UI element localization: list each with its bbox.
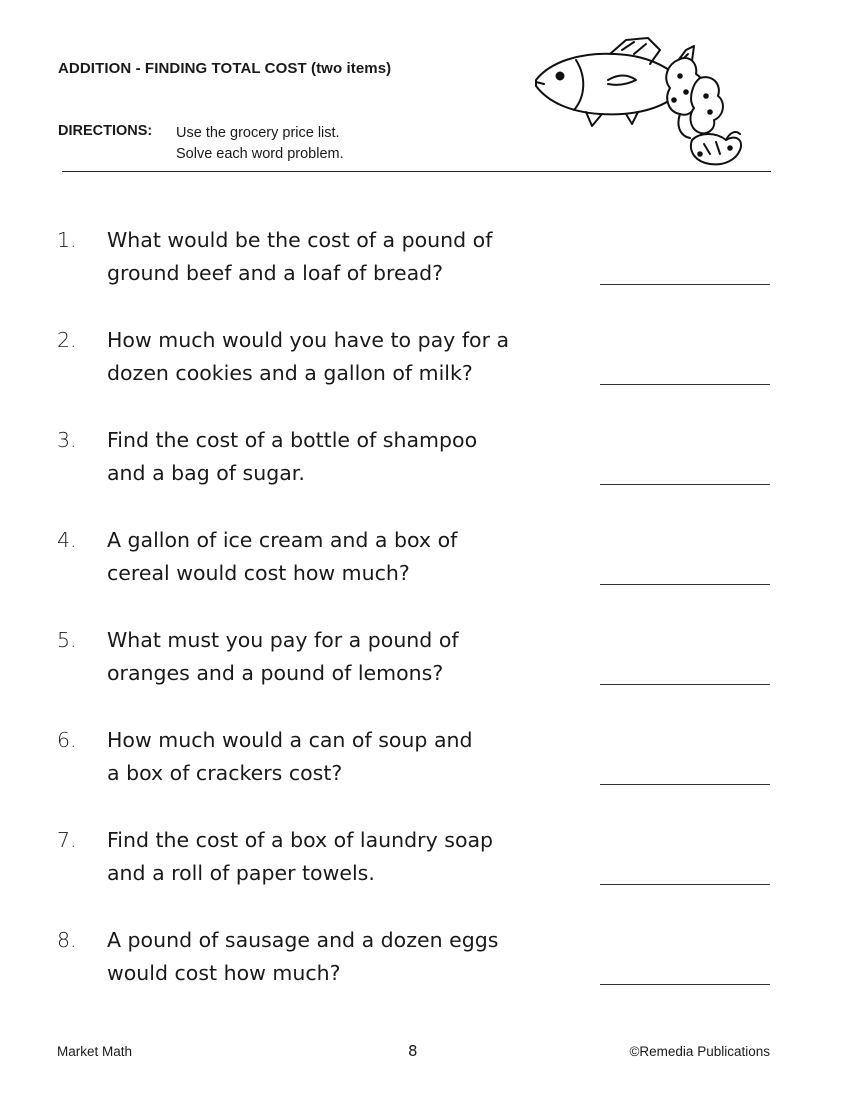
problem-line: How much would you have to pay for a xyxy=(107,328,510,352)
problem-line: ground beef and a loaf of bread? xyxy=(107,261,444,285)
problem-line: What would be the cost of a pound of xyxy=(107,228,493,252)
answer-blank[interactable] xyxy=(600,784,770,785)
problem-line: would cost how much? xyxy=(107,961,341,985)
problem-number: 1. xyxy=(57,228,77,252)
problem-item xyxy=(0,424,850,504)
footer-book-title: Market Math xyxy=(57,1044,133,1059)
problem-question xyxy=(107,224,577,290)
problem-number: 8. xyxy=(57,928,77,952)
problem-number: 3. xyxy=(57,428,77,452)
directions-line: Solve each word problem. xyxy=(176,146,344,162)
answer-blank[interactable] xyxy=(600,884,770,885)
problem-item xyxy=(0,724,850,804)
problem-line: A pound of sausage and a dozen eggs xyxy=(107,928,499,952)
answer-blank[interactable] xyxy=(600,484,770,485)
answer-blank[interactable] xyxy=(600,384,770,385)
fish-and-shrimp-illustration xyxy=(530,36,755,176)
problem-question xyxy=(107,924,577,990)
problem-item xyxy=(0,324,850,404)
problem-line: Find the cost of a box of laundry soap xyxy=(107,828,494,852)
header-divider xyxy=(62,171,771,172)
footer-copyright: ©Remedia Publications xyxy=(629,1044,770,1059)
problem-question xyxy=(107,524,577,590)
problem-line: oranges and a pound of lemons? xyxy=(107,661,444,685)
problem-question xyxy=(107,424,577,490)
problem-line: dozen cookies and a gallon of milk? xyxy=(107,361,473,385)
answer-blank[interactable] xyxy=(600,684,770,685)
problem-line: A gallon of ice cream and a box of xyxy=(107,528,458,552)
problem-number: 5. xyxy=(57,628,77,652)
problem-item xyxy=(0,224,850,304)
problem-number: 2. xyxy=(57,328,77,352)
answer-blank[interactable] xyxy=(600,584,770,585)
problem-item xyxy=(0,624,850,704)
problem-number: 4. xyxy=(57,528,77,552)
problem-line: and a bag of sugar. xyxy=(107,461,305,485)
directions-label: DIRECTIONS: xyxy=(58,123,153,139)
problem-line: How much would a can of soup and xyxy=(107,728,473,752)
problem-number: 7. xyxy=(57,828,77,852)
answer-blank[interactable] xyxy=(600,984,770,985)
problem-number: 6. xyxy=(57,728,77,752)
problem-question xyxy=(107,824,577,890)
page-number: 8 xyxy=(408,1042,418,1060)
problem-question xyxy=(107,624,577,690)
page-title: ADDITION - FINDING TOTAL COST (two items) xyxy=(58,60,392,77)
problem-line: and a roll of paper towels. xyxy=(107,861,375,885)
problem-item xyxy=(0,824,850,904)
problem-item xyxy=(0,924,850,1004)
problem-question xyxy=(107,724,577,790)
problem-line: a box of crackers cost? xyxy=(107,761,343,785)
directions-text xyxy=(176,123,344,165)
problem-line: Find the cost of a bottle of shampoo xyxy=(107,428,478,452)
problem-item xyxy=(0,524,850,604)
problem-line: What must you pay for a pound of xyxy=(107,628,459,652)
problem-question xyxy=(107,324,577,390)
directions-line: Use the grocery price list. xyxy=(176,125,340,141)
answer-blank[interactable] xyxy=(600,284,770,285)
problem-line: cereal would cost how much? xyxy=(107,561,410,585)
